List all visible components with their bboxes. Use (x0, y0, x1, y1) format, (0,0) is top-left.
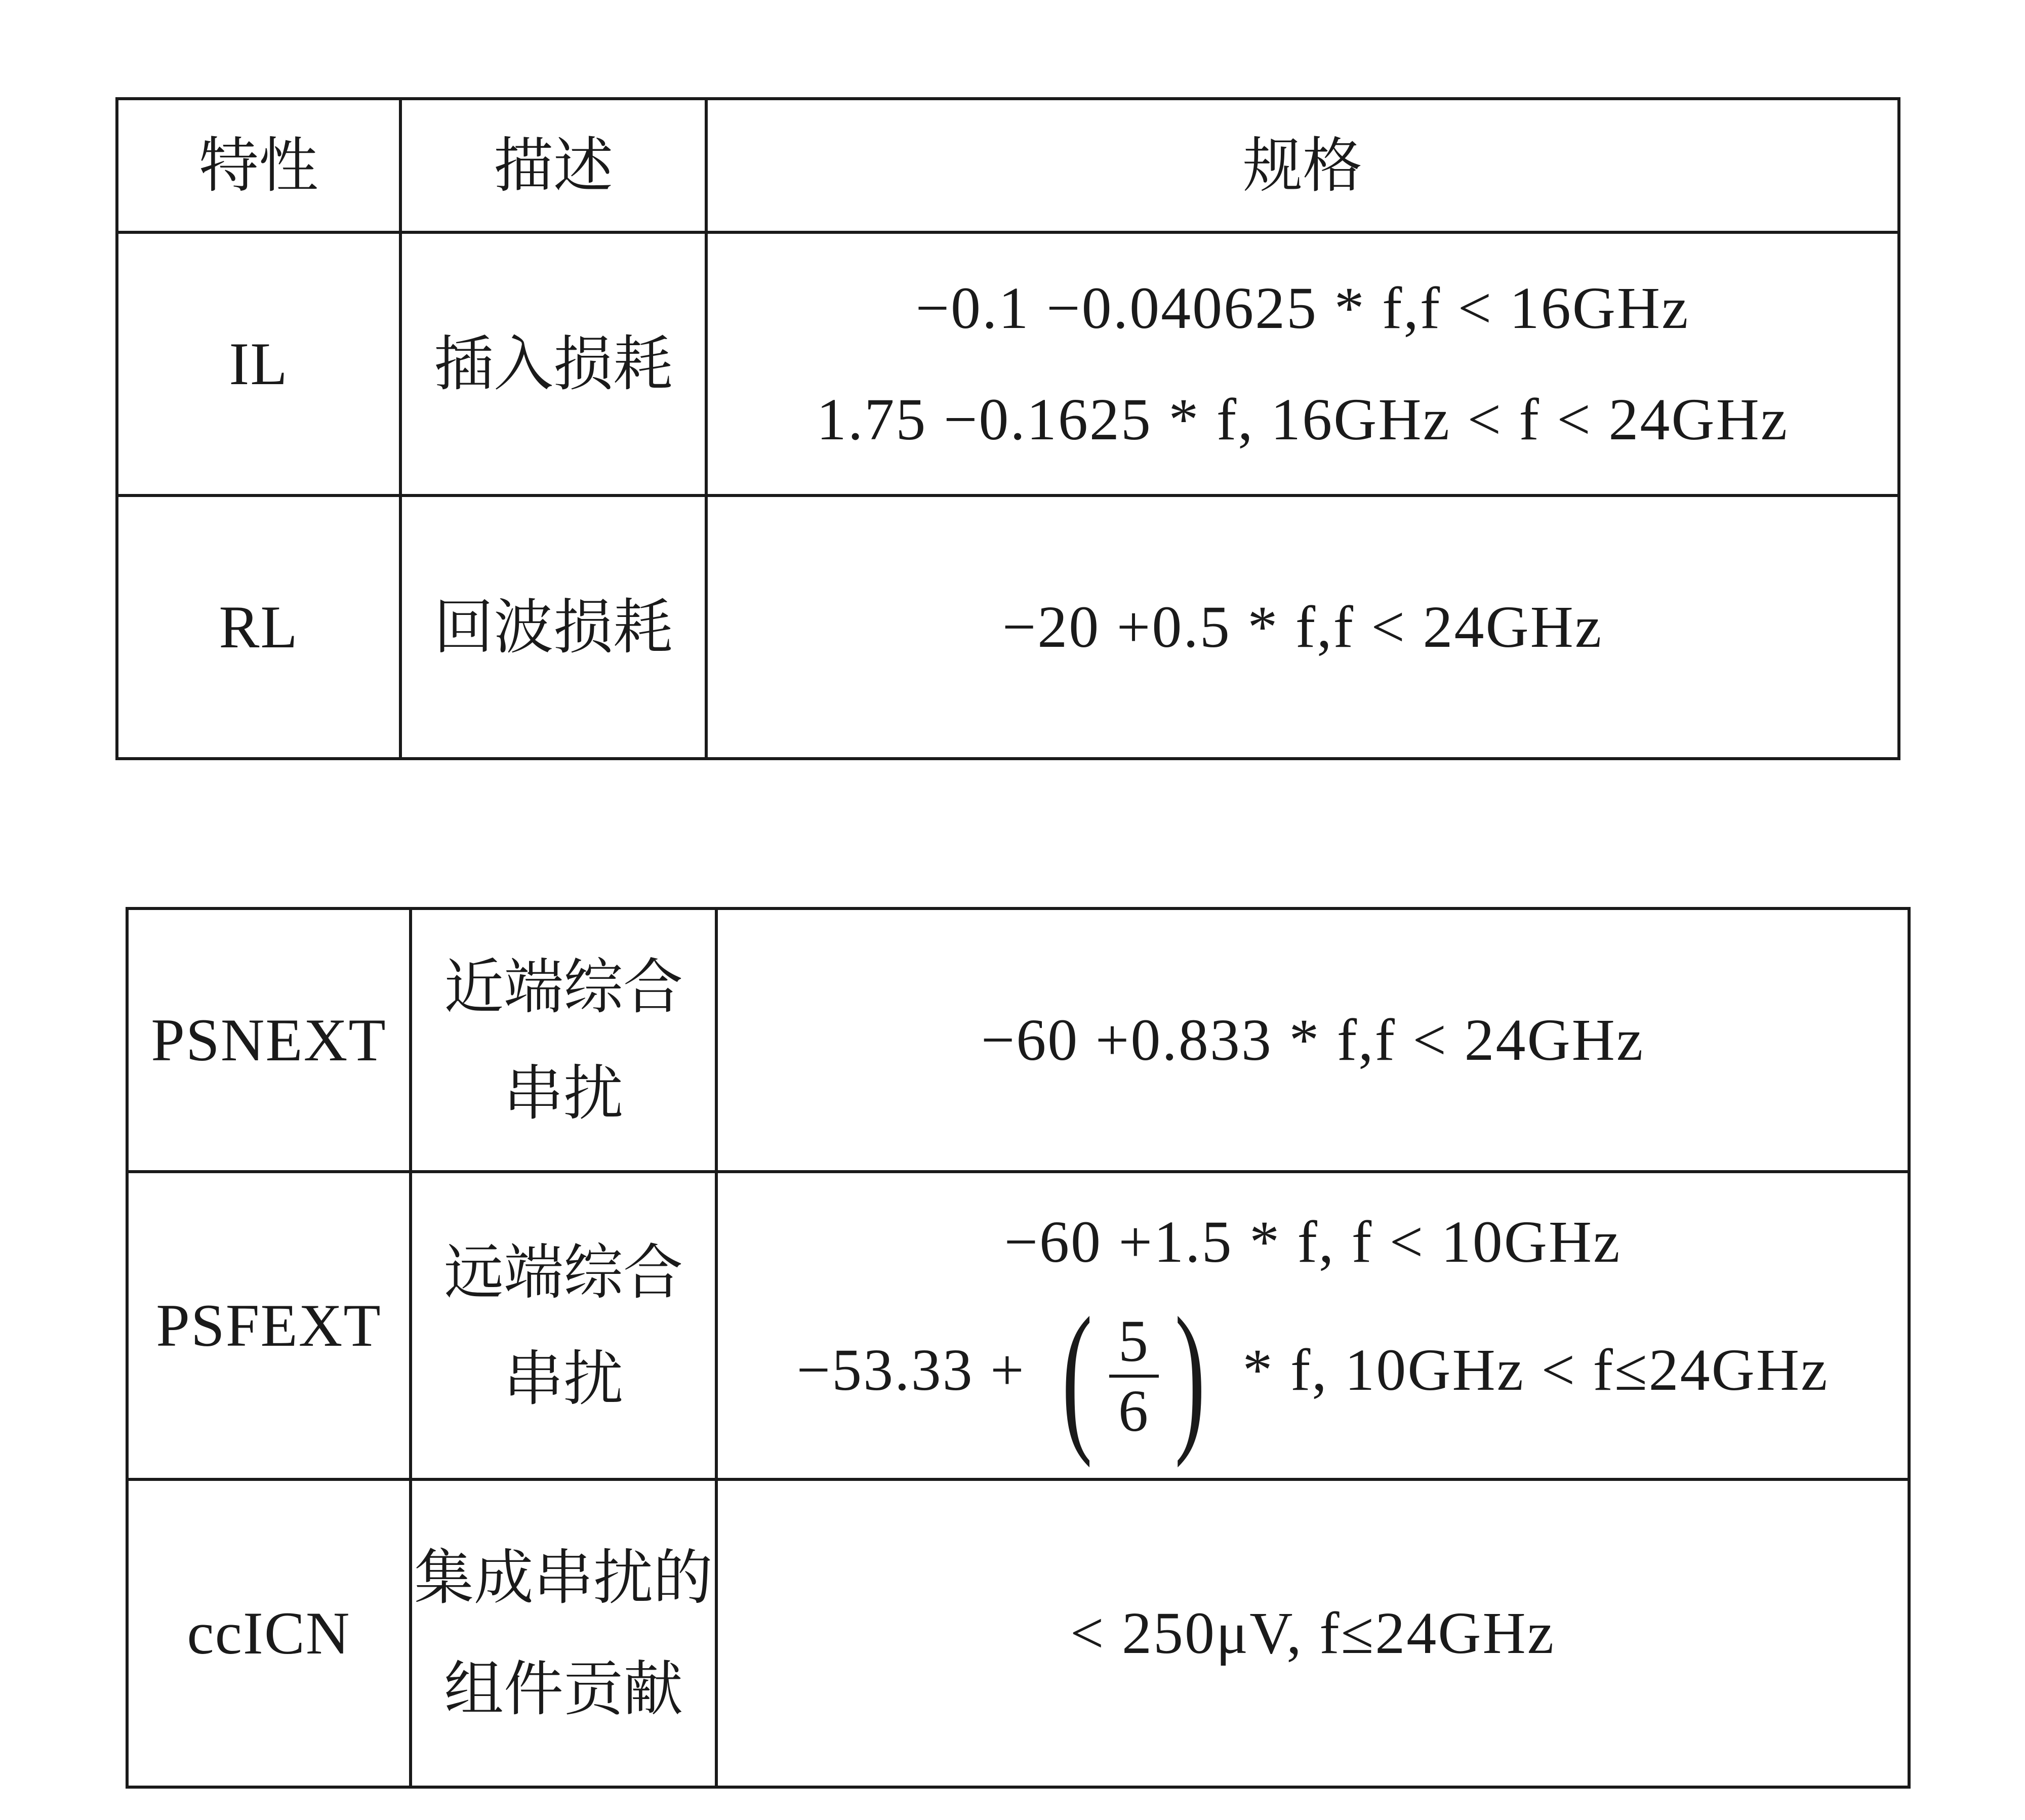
cell-specification (706, 495, 1899, 759)
cell-specification (716, 1479, 1909, 1787)
cell-specification (716, 1172, 1909, 1479)
desc-line: 集成串扰的 (414, 1543, 713, 1612)
cell-code: IL (117, 232, 400, 495)
spec-line: 1.75 −0.1625 * f, 16GHz < f < 24GHz (816, 386, 1789, 452)
table-row-il (117, 232, 1899, 495)
fraction-body (1109, 1308, 1159, 1444)
desc-line: 组件贡献 (443, 1654, 683, 1724)
spec-prefix: −53.33 + (796, 1337, 1026, 1403)
cell-specification (716, 908, 1909, 1172)
spec-suffix: * f, 10GHz < f≤24GHz (1242, 1337, 1829, 1403)
header-characteristic: 特性 (117, 99, 400, 232)
cell-description: 插入损耗 (400, 232, 706, 495)
desc-line: 远端综合 (443, 1237, 683, 1307)
cell-description (411, 1479, 716, 1787)
cell-code: RL (117, 495, 400, 759)
cell-description (411, 1172, 716, 1479)
cell-specification (706, 232, 1899, 495)
desc-line: 近端综合 (443, 952, 683, 1022)
paren-right: ) (1174, 1284, 1206, 1468)
spec-line: −60 +0.833 * f,f < 24GHz (981, 1007, 1645, 1073)
cell-description (411, 908, 716, 1172)
cell-code: ccICN (127, 1479, 411, 1787)
spec-line-fraction (718, 1284, 1908, 1468)
cell-code: PSNEXT (127, 908, 411, 1172)
fraction-denominator: 6 (1118, 1378, 1150, 1444)
header-specification: 规格 (706, 99, 1899, 232)
table-header-row (117, 99, 1899, 232)
spec-line: −20 +0.5 * f,f < 24GHz (1002, 594, 1603, 660)
fraction-numerator: 5 (1109, 1311, 1159, 1378)
cell-description: 回波损耗 (400, 495, 706, 759)
header-description: 描述 (400, 99, 706, 232)
table-row-ccicn (127, 1479, 1909, 1787)
fraction (1049, 1284, 1219, 1468)
cell-code: PSFEXT (127, 1172, 411, 1479)
spec-line: −0.1 −0.040625 * f,f < 16GHz (915, 275, 1690, 341)
desc-line: 串扰 (503, 1058, 623, 1128)
table-row-psnext (127, 908, 1909, 1172)
spec-table-top (115, 97, 1900, 760)
spec-table-bottom (126, 907, 1911, 1789)
desc-line: 串扰 (503, 1344, 623, 1414)
spec-line: < 250μV, f≤24GHz (1070, 1600, 1556, 1666)
spec-line: −60 +1.5 * f, f < 10GHz (1004, 1209, 1622, 1275)
table-row-rl (117, 495, 1899, 759)
table-row-psfext (127, 1172, 1909, 1479)
paren-left: ( (1062, 1284, 1094, 1468)
